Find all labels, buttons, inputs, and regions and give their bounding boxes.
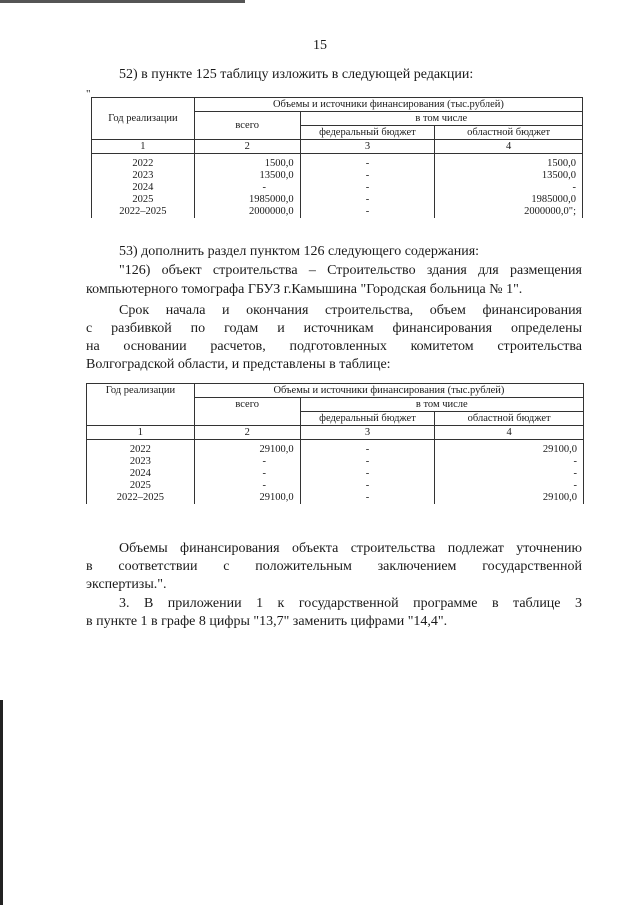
cell-total: - xyxy=(194,468,300,480)
header-col-2: 2 xyxy=(194,140,300,154)
header-including: в том числе xyxy=(300,112,582,126)
item-52-text: 52) в пункте 125 таблицу изложить в следующей редакции: xyxy=(119,67,474,82)
table-row xyxy=(87,480,584,492)
term-line-3: на основании расчетов, подготовленных комитетом строительства xyxy=(86,339,582,354)
cell-regional: - xyxy=(435,468,584,480)
page-number: 15 xyxy=(313,38,327,53)
cell-total: 1500,0 xyxy=(194,154,300,171)
cell-total: 29100,0 xyxy=(194,492,300,505)
financing-table-1 xyxy=(91,97,583,219)
cell-year: 2023 xyxy=(92,170,195,182)
cell-regional: 2000000,0"; xyxy=(435,206,583,219)
cell-regional: - xyxy=(435,480,584,492)
header-col-4: 4 xyxy=(435,426,584,440)
scan-artifact-top xyxy=(0,0,245,3)
header-volumes: Объемы и источники финансирования (тыс.рублей) xyxy=(194,98,582,112)
table-row xyxy=(92,206,583,219)
header-volumes: Объемы и источники финансирования (тыс.рублей) xyxy=(194,384,583,398)
cell-regional: 1500,0 xyxy=(435,154,583,171)
cell-regional: 29100,0 xyxy=(435,440,584,457)
table-row xyxy=(87,468,584,480)
item-126-line-1: "126) объект строительства – Строительство здания для размещения xyxy=(119,263,582,278)
table-row xyxy=(92,154,583,171)
cell-federal: - xyxy=(300,194,435,206)
cell-year: 2023 xyxy=(87,456,195,468)
table-row xyxy=(87,456,584,468)
volumes-line-3: экспертизы.". xyxy=(86,577,167,592)
quote-open-mark: " xyxy=(86,88,91,100)
cell-year: 2024 xyxy=(92,182,195,194)
cell-federal: - xyxy=(300,170,435,182)
header-regional: областной бюджет xyxy=(435,412,584,426)
cell-federal: - xyxy=(300,182,435,194)
cell-year: 2025 xyxy=(92,194,195,206)
cell-total: - xyxy=(194,182,300,194)
financing-table-2 xyxy=(86,383,584,505)
cell-federal: - xyxy=(300,480,435,492)
cell-total: 13500,0 xyxy=(194,170,300,182)
header-col-3: 3 xyxy=(300,426,435,440)
item-3-line-2: в пункте 1 в графе 8 цифры "13,7" заменить цифрами "14,4". xyxy=(86,614,448,629)
table-row xyxy=(92,170,583,182)
cell-federal: - xyxy=(300,154,435,171)
header-federal: федеральный бюджет xyxy=(300,412,435,426)
term-line-2: с разбивкой по годам и источникам финансирования определены xyxy=(86,321,582,336)
header-year: Год реализации xyxy=(87,384,195,426)
cell-total: 2000000,0 xyxy=(194,206,300,219)
header-federal: федеральный бюджет xyxy=(300,126,435,140)
cell-regional: 29100,0 xyxy=(435,492,584,505)
term-line-1: Срок начала и окончания строительства, объем финансирования xyxy=(119,303,582,318)
header-col-3: 3 xyxy=(300,140,435,154)
header-col-4: 4 xyxy=(435,140,583,154)
cell-regional: - xyxy=(435,456,584,468)
cell-year: 2024 xyxy=(87,468,195,480)
item-126-line-2: компьютерного томографа ГБУЗ г.Камышина "Городская больница № 1". xyxy=(86,282,523,297)
cell-year: 2022–2025 xyxy=(87,492,195,505)
header-including: в том числе xyxy=(300,398,583,412)
header-col-2: 2 xyxy=(194,426,300,440)
cell-total: 1985000,0 xyxy=(194,194,300,206)
cell-regional: 1985000,0 xyxy=(435,194,583,206)
header-col-1: 1 xyxy=(92,140,195,154)
cell-year: 2022 xyxy=(87,440,195,457)
cell-total: - xyxy=(194,456,300,468)
item-3-line-1: 3. В приложении 1 к государственной программе в таблице 3 xyxy=(119,596,582,611)
cell-regional: - xyxy=(435,182,583,194)
cell-year: 2025 xyxy=(87,480,195,492)
cell-year: 2022–2025 xyxy=(92,206,195,219)
header-regional: областной бюджет xyxy=(435,126,583,140)
term-line-4: Волгоградской области, и представлены в таблице: xyxy=(86,357,391,372)
cell-federal: - xyxy=(300,492,435,505)
volumes-line-1: Объемы финансирования объекта строительства подлежат уточнению xyxy=(119,541,582,556)
table-row xyxy=(92,194,583,206)
table-row xyxy=(92,182,583,194)
cell-total: - xyxy=(194,480,300,492)
cell-total: 29100,0 xyxy=(194,440,300,457)
item-53-text: 53) дополнить раздел пунктом 126 следующего содержания: xyxy=(119,244,480,259)
header-year: Год реализации xyxy=(92,98,195,140)
header-col-1: 1 xyxy=(87,426,195,440)
cell-federal: - xyxy=(300,456,435,468)
table-row xyxy=(87,440,584,457)
table-row xyxy=(87,492,584,505)
scan-artifact-edge xyxy=(0,700,3,905)
cell-federal: - xyxy=(300,440,435,457)
header-total: всего xyxy=(194,112,300,140)
cell-federal: - xyxy=(300,206,435,219)
cell-regional: 13500,0 xyxy=(435,170,583,182)
cell-year: 2022 xyxy=(92,154,195,171)
volumes-line-2: в соответствии с положительным заключением государственной xyxy=(86,559,582,574)
cell-federal: - xyxy=(300,468,435,480)
header-total: всего xyxy=(194,398,300,426)
